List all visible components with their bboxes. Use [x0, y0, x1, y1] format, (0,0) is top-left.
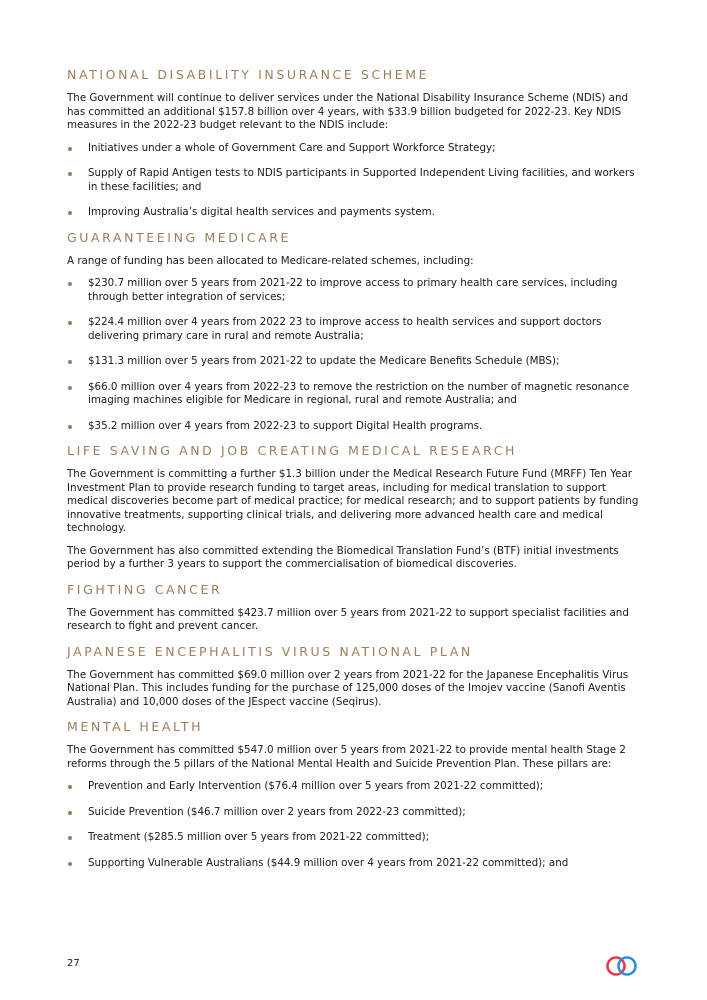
bullet-text: Treatment ($285.5 million over 5 years from 2021-22 committed); [88, 831, 430, 843]
bullet-dot-icon [68, 425, 72, 429]
bullet-item [67, 316, 642, 343]
bullet-text: $230.7 million over 5 years from 2021-22 to improve access to primary health care services, including through better integration of services; [88, 277, 618, 303]
section-paragraph: The Government has also committed extending the Biomedical Translation Fund’s (BTF) initial investments period by a further 3 years to support the commercialisation of biomedical discoveries. [67, 544, 619, 570]
bullet-dot-icon [68, 785, 72, 789]
bullet-text: Improving Australia’s digital health services and payments system. [88, 206, 435, 218]
section-paragraph: The Government will continue to deliver services under the National Disability Insurance Scheme (NDIS) and has committed an additional $157.8 billion over 4 years, with $33.9 billion budgeted for 2022-23. Key NDIS measures in the 2022-23 budget relevant to the NDIS include: [67, 92, 629, 131]
section-heading: LIFE SAVING AND JOB CREATING MEDICAL RESEARCH [67, 443, 518, 458]
bullet-dot-icon [68, 360, 72, 364]
bullet-text: $35.2 million over 4 years from 2022-23 to support Digital Health programs. [88, 419, 483, 432]
bullet-item [67, 780, 642, 794]
section-heading: GUARANTEEING MEDICARE [67, 229, 292, 245]
page-number: 27 [67, 958, 80, 969]
bullet-dot-icon [68, 211, 72, 215]
bullet-text: Supporting Vulnerable Australians ($44.9 million over 4 years from 2021-22 committed); and [88, 856, 569, 869]
bullet-dot-icon [68, 811, 72, 815]
bullet-text: $224.4 million over 4 years from 2022 23 to improve access to health services and support doctors delivering primary care in rural and remote Australia; [88, 316, 602, 342]
bullet-dot-icon [68, 321, 72, 325]
bullet-item [67, 142, 642, 156]
section-paragraph: The Government is committing a further $1.3 billion under the Medical Research Future Fund (MRFF) Ten Year Investment Plan to provide research funding to target areas, including for medical translation to support medical discoveries become part of medical practice; for medical research; and to support patients by funding innovative treatments, supporting clinical trials, and delivering more advanced health care and medical technology. [67, 468, 639, 534]
section-heading: NATIONAL DISABILITY INSURANCE SCHEME [67, 67, 430, 82]
bullet-item [67, 857, 642, 871]
bullet-list [67, 277, 642, 433]
bullet-dot-icon [68, 147, 72, 151]
bullet-dot-icon [68, 386, 72, 390]
bullet-item [67, 831, 642, 845]
bullet-item [67, 277, 642, 304]
section [67, 718, 642, 870]
bullet-item [67, 381, 642, 408]
bullet-dot-icon [68, 172, 72, 176]
section [67, 581, 642, 634]
bullet-item [67, 420, 642, 434]
section [67, 643, 642, 710]
bullet-item [67, 806, 642, 820]
bullet-text: $131.3 million over 5 years from 2021-22 to update the Medicare Benefits Schedule (MBS); [88, 355, 560, 367]
bullet-dot-icon [68, 862, 72, 866]
section-paragraph: The Government has committed $547.0 million over 5 years from 2021-22 to provide mental health Stage 2 reforms through the 5 pillars of the National Mental Health and Suicide Prevention Plan. These pillars are: [67, 744, 626, 770]
section-paragraph: The Government has committed $423.7 million over 5 years from 2021-22 to support specialist facilities and research to fight and prevent cancer. [67, 606, 629, 632]
bullet-text: Supply of Rapid Antigen tests to NDIS participants in Supported Independent Living facilities, and workers in these facilities; and [88, 167, 635, 193]
bullet-item [67, 355, 642, 369]
section-heading: FIGHTING CANCER [67, 581, 223, 597]
bullet-text: Suicide Prevention ($46.7 million over 2 years from 2022-23 committed); [88, 805, 466, 818]
bullet-list [67, 142, 642, 220]
bullet-item [67, 206, 642, 220]
bullet-list [67, 780, 642, 870]
section [67, 442, 642, 572]
section-heading: MENTAL HEALTH [67, 719, 204, 734]
interlocking-rings-logo-icon [605, 955, 639, 977]
section-paragraph: The Government has committed $69.0 million over 2 years from 2021-22 for the Japanese Encephalitis Virus National Plan. This includes funding for the purchase of 125,000 doses of the Imojev vaccine (Sanofi Aventis Australia) and 10,000 doses of the JEspect vaccine (Seqirus). [67, 668, 629, 708]
section-paragraph: A range of funding has been allocated to Medicare-related schemes, including: [67, 254, 474, 267]
bullet-item [67, 167, 642, 194]
bullet-dot-icon [68, 282, 72, 286]
bullet-text: $66.0 million over 4 years from 2022-23 to remove the restriction on the number of magnetic resonance imaging machines eligible for Medicare in regional, rural and remote Australia; and [88, 380, 630, 406]
bullet-text: Prevention and Early Intervention ($76.4 million over 5 years from 2021-22 committed); [88, 780, 544, 792]
section [67, 229, 642, 434]
document-body [67, 66, 642, 879]
section-heading: JAPANESE ENCEPHALITIS VIRUS NATIONAL PLAN [67, 643, 473, 659]
section [67, 66, 642, 220]
bullet-text: Initiatives under a whole of Government Care and Support Workforce Strategy; [88, 141, 496, 154]
bullet-dot-icon [68, 836, 72, 840]
